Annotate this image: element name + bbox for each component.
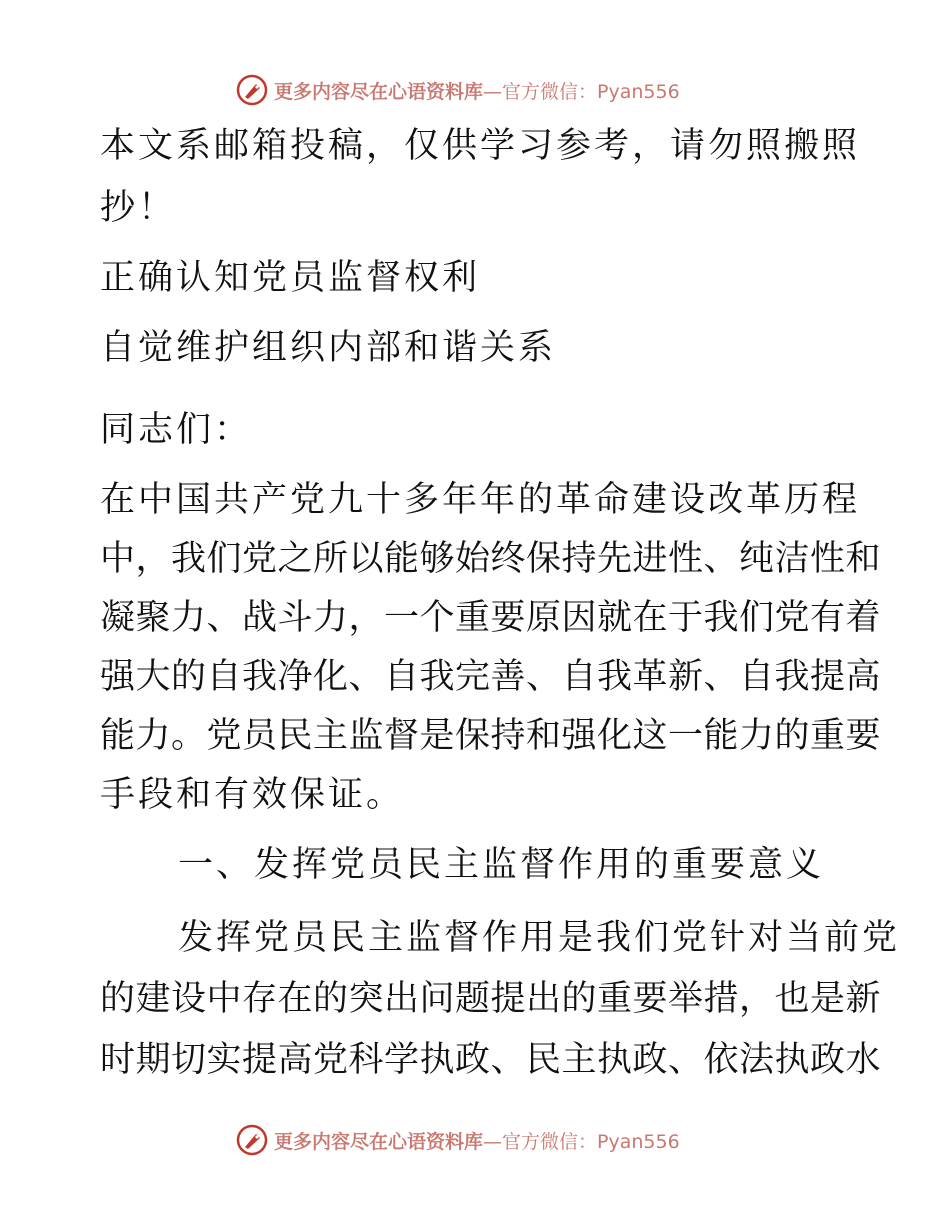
pen-nib-logo-icon [236, 1124, 268, 1156]
section-1-heading: 一、发挥党员民主监督作用的重要意义 [178, 845, 825, 885]
header-watermark [236, 72, 680, 108]
title-line-1: 正确认知党员监督权利 [100, 258, 481, 298]
salutation: 同志们： [100, 410, 253, 450]
paragraph-2-line-2: 的建设中存在的突出问题提出的重要举措，也是新 [100, 979, 882, 1019]
watermark-text: 更多内容尽在心语资料库 [274, 1130, 484, 1153]
pen-nib-logo-icon [236, 74, 268, 106]
watermark-wechat: —官方微信：Pyan556 [483, 80, 680, 103]
notice-line-2: 抄！ [100, 188, 177, 228]
footer-watermark [236, 1122, 680, 1158]
paragraph-2-line-1: 发挥党员民主监督作用是我们党针对当前党 [178, 918, 901, 958]
paragraph-1-line-2: 中，我们党之所以能够始终保持先进性、纯洁性和 [100, 539, 882, 579]
title-line-2: 自觉维护组织内部和谐关系 [100, 328, 557, 368]
watermark-wechat: —官方微信：Pyan556 [483, 1130, 680, 1153]
notice-line-1: 本文系邮箱投稿，仅供学习参考，请勿照搬照 [100, 126, 861, 166]
watermark-text: 更多内容尽在心语资料库 [274, 80, 484, 103]
paragraph-1-line-6: 手段和有效保证。 [100, 775, 405, 815]
paragraph-1-line-5: 能力。党员民主监督是保持和强化这一能力的重要 [100, 716, 882, 756]
paragraph-2-line-3: 时期切实提高党科学执政、民主执政、依法执政水 [100, 1040, 882, 1080]
paragraph-1-line-1: 在中国共产党九十多年年的革命建设改革历程 [100, 480, 861, 520]
paragraph-1-line-4: 强大的自我净化、自我完善、自我革新、自我提高 [100, 657, 882, 697]
paragraph-1-line-3: 凝聚力、战斗力，一个重要原因就在于我们党有着 [100, 598, 882, 638]
